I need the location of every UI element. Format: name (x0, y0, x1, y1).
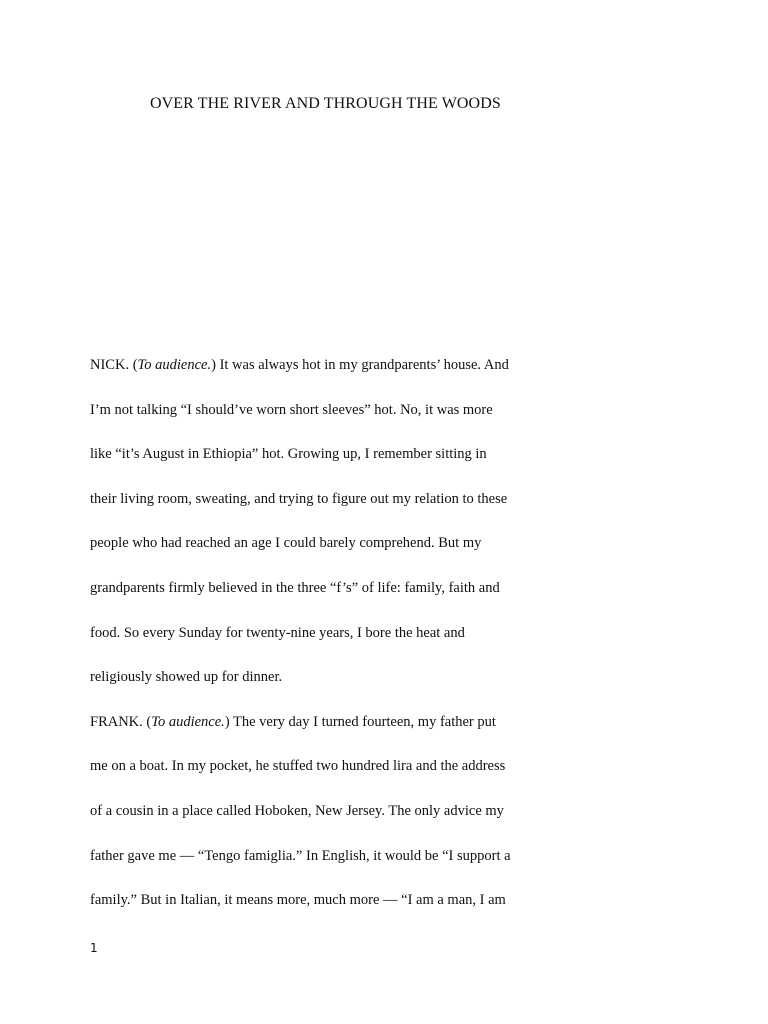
text-line: food. So every Sunday for twenty-nine years, I bore the heat and (90, 624, 465, 641)
text-line: people who had reached an age I could barely comprehend. But my (90, 535, 482, 552)
text-line (90, 354, 550, 399)
script-body (90, 354, 550, 934)
speaker-name: FRANK. ( (90, 713, 152, 730)
dialogue-text: ) It was always hot in my grandparents’ house. And (211, 357, 509, 373)
page-number: 1 (90, 941, 98, 955)
text-line: I’m not talking “I should’ve worn short sleeves” hot. No, it was more (90, 401, 493, 418)
stage-direction: To audience. (137, 357, 212, 373)
play-title: OVER THE RIVER AND THROUGH THE WOODS (150, 95, 501, 112)
text-line: like “it’s August in Ethiopia” hot. Growing up, I remember sitting in (90, 446, 487, 463)
stage-direction: To audience. (151, 713, 225, 730)
text-line: of a cousin in a place called Hoboken, New Jersey. The only advice my (90, 802, 504, 819)
dialogue-text: ) The very day I turned fourteen, my father put (224, 713, 496, 730)
text-line: their living room, sweating, and trying to figure out my relation to these (90, 490, 508, 507)
text-line: grandparents firmly believed in the three “f’s” of life: family, faith and (90, 579, 500, 596)
text-line (90, 711, 550, 756)
text-line: family.” But in Italian, it means more, much more — “I am a man, I am (90, 892, 506, 909)
speaker-name: NICK. ( (90, 357, 138, 373)
text-line: father gave me — “Tengo famiglia.” In English, it would be “I support a (90, 847, 511, 864)
text-line: me on a boat. In my pocket, he stuffed two hundred lira and the address (90, 758, 506, 775)
text-line: religiously showed up for dinner. (90, 669, 283, 686)
